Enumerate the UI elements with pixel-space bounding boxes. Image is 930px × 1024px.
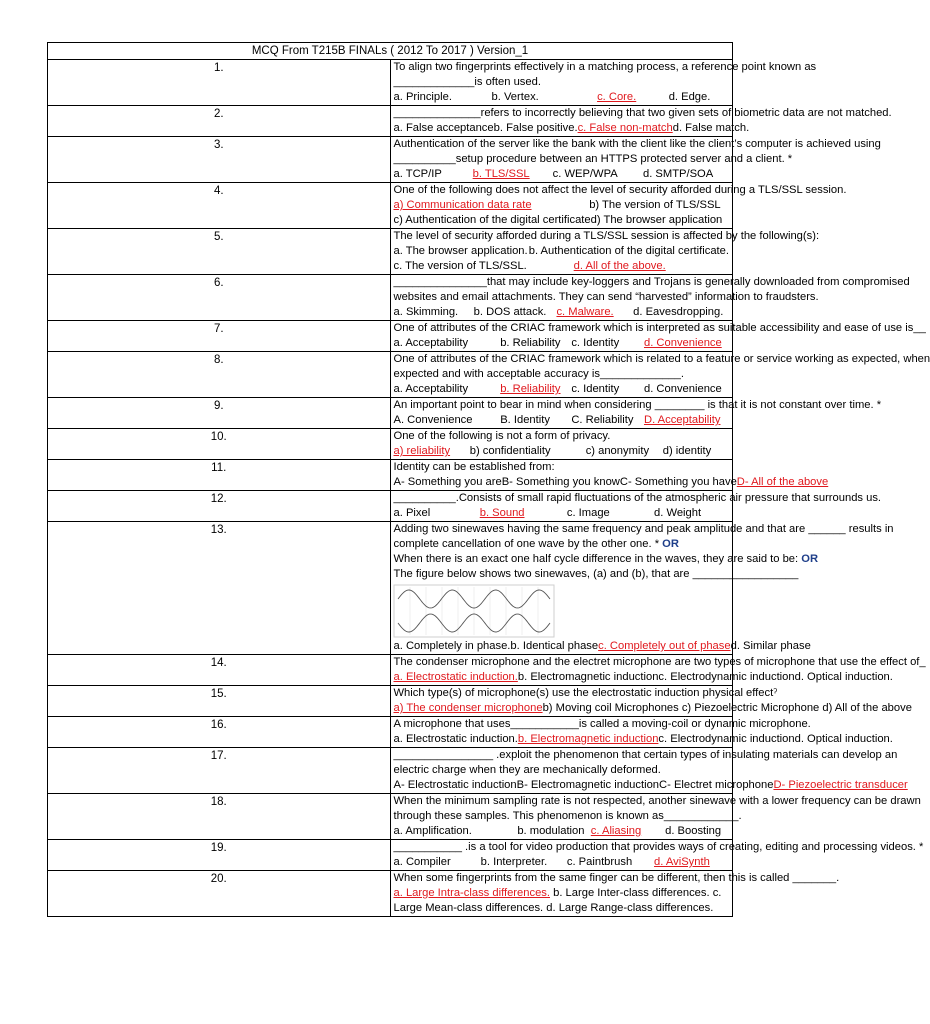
question-body <box>390 137 881 183</box>
question-row <box>48 717 733 748</box>
question-stem: through these samples. This phenomenon is known as____________. <box>393 810 742 822</box>
title-row <box>48 43 733 60</box>
question-stem: One of attributes of the CRIAC framework which is related to a feature or service working as expected, when <box>393 353 930 365</box>
options-row <box>394 167 730 182</box>
stem-text: Adding two sinewaves having the same frequency and peak amplitude and that are ______ results in <box>393 523 894 535</box>
or-label: OR <box>662 538 679 550</box>
question-stem: _______________that may include key-loggers and Trojans is generally downloaded from compromised <box>393 276 910 288</box>
question-stem: One of attributes of the CRIAC framework which is interpreted as suitable accessibility and ease of use is__ <box>393 322 926 334</box>
question-row <box>48 522 733 655</box>
options-row <box>394 259 730 274</box>
question-stem: When some fingerprints from the same finger can be different, then this is called _______. <box>393 872 840 884</box>
options-row <box>394 213 730 228</box>
options-row <box>394 336 730 351</box>
question-stem <box>394 537 730 552</box>
question-body <box>390 106 892 137</box>
question-row <box>48 748 733 794</box>
correct-option: D. Acceptability <box>643 414 721 426</box>
question-stem: Identity can be established from: <box>393 461 555 473</box>
question-number: 8. <box>48 352 391 398</box>
option: a. Electrostatic induction. <box>393 733 518 745</box>
question-stem: websites and email attachments. They can send “harvested” information to fraudsters. <box>393 291 819 303</box>
option: C- Something you have <box>619 476 737 488</box>
option: a. Principle. <box>393 91 452 103</box>
question-row <box>48 686 733 717</box>
option: d. False match. <box>672 122 750 134</box>
options-row <box>393 639 811 654</box>
option: b. False positive. <box>493 122 578 134</box>
question-stem: An important point to bear in mind when considering ________ is that it is not constant over time. * <box>393 399 882 411</box>
question-body <box>390 686 912 717</box>
question-body <box>390 429 733 460</box>
question-row <box>48 794 733 840</box>
option: b. Authentication of the digital certificate. <box>528 245 729 257</box>
options-row <box>394 855 730 870</box>
option: b) confidentiality <box>469 445 551 457</box>
option: a. Completely in phase. <box>393 640 511 652</box>
question-stem: __________.Consists of small rapid fluctuations of the atmospheric air pressure that surrounds us. <box>393 492 882 504</box>
question-row <box>48 321 733 352</box>
question-number: 13. <box>48 522 391 655</box>
options-row <box>393 475 829 490</box>
question-number: 5. <box>48 229 391 275</box>
option: d. Optical induction. <box>794 733 893 745</box>
question-row <box>48 460 733 491</box>
question-stem: _____________is often used. <box>393 76 541 88</box>
question-stem: ________________ .exploit the phenomenon that certain types of insulating materials can develop an <box>393 749 898 761</box>
question-number: 19. <box>48 840 391 871</box>
option: a. False acceptance <box>393 122 494 134</box>
option: b. modulation <box>517 825 585 837</box>
option: b. Vertex. <box>491 91 539 103</box>
option: a. Acceptability <box>393 383 469 395</box>
question-body <box>390 840 924 871</box>
correct-option: b. Electromagnetic induction <box>517 733 659 745</box>
correct-option: b. Reliability <box>500 383 561 395</box>
correct-option: a) Communication data rate <box>393 199 532 211</box>
correct-option: b. TLS/SSL <box>472 168 530 180</box>
question-row <box>48 352 733 398</box>
option: c. Electrodynamic induction <box>658 671 795 683</box>
option: c. The version of TLS/SSL. <box>393 260 527 272</box>
question-row <box>48 60 733 106</box>
question-body <box>390 460 829 491</box>
options-row <box>394 305 730 320</box>
option: a. Compiler <box>393 856 451 868</box>
options-row <box>394 824 730 839</box>
question-stem <box>393 522 894 537</box>
option: a. Acceptability <box>393 337 469 349</box>
question-body <box>390 717 893 748</box>
question-row <box>48 398 733 429</box>
option: d. Optical induction. <box>794 671 893 683</box>
option: c. WEP/WPA <box>552 168 618 180</box>
option: b. Large Inter-class differences. c. Large Mean-class differences. d. Large Range-class differences. <box>393 887 722 914</box>
correct-option: a) The condenser microphone <box>393 702 543 714</box>
question-row <box>48 275 733 321</box>
options-row <box>393 121 750 136</box>
option: d. Weight <box>654 507 702 519</box>
question-number: 4. <box>48 183 391 229</box>
question-row <box>48 137 733 183</box>
question-number: 1. <box>48 60 391 106</box>
or-label: OR <box>801 553 819 565</box>
options-row <box>394 413 730 428</box>
question-number: 20. <box>48 871 391 917</box>
question-number: 11. <box>48 460 391 491</box>
correct-option: c. Completely out of phase <box>598 640 731 652</box>
question-stem: One of the following is not a form of privacy. <box>393 430 611 442</box>
correct-option: d. Convenience <box>643 337 722 349</box>
correct-option: a) reliability <box>393 445 451 457</box>
question-row <box>48 491 733 522</box>
stem-text: complete cancellation of one wave by the other one. * <box>393 538 663 550</box>
correct-option: a. Electrostatic induction. <box>393 671 518 683</box>
option: b. Interpreter. <box>480 856 548 868</box>
option: c. Identity <box>571 337 620 349</box>
options-row <box>394 90 730 105</box>
option: c. Image <box>566 507 610 519</box>
question-row <box>48 840 733 871</box>
question-number: 10. <box>48 429 391 460</box>
question-row <box>48 429 733 460</box>
option: a. Amplification. <box>393 825 472 837</box>
question-number: 14. <box>48 655 391 686</box>
option: c. Electrodynamic induction <box>658 733 795 745</box>
question-number: 15. <box>48 686 391 717</box>
question-row <box>48 871 733 917</box>
question-row <box>48 229 733 275</box>
option: d. Convenience <box>643 383 722 395</box>
option: c) anonymity <box>585 445 650 457</box>
question-body <box>390 60 817 106</box>
options-row <box>394 244 730 259</box>
options-row <box>393 732 893 747</box>
options-row <box>394 506 730 521</box>
question-body <box>390 522 894 655</box>
stem-text: When there is an exact one half cycle difference in the waves, they are said to be: <box>393 553 802 565</box>
question-stem: ______________refers to incorrectly believing that two given sets of biometric data are not matched. <box>393 107 892 119</box>
question-number: 2. <box>48 106 391 137</box>
question-body <box>390 352 930 398</box>
question-number: 17. <box>48 748 391 794</box>
question-stem: ___________ .is a tool for video production that provides ways of creating, editing and processing videos. * <box>393 841 924 853</box>
option: B. Identity <box>500 414 550 426</box>
question-number: 7. <box>48 321 391 352</box>
question-body <box>390 183 847 229</box>
options-row <box>393 778 908 793</box>
question-stem: electric charge when they are mechanically deformed. <box>393 764 661 776</box>
option: d) identity <box>662 445 712 457</box>
option: d. Edge. <box>668 91 711 103</box>
option: b. Reliability <box>500 337 561 349</box>
question-body <box>390 398 882 429</box>
question-row <box>48 106 733 137</box>
question-body <box>390 655 926 686</box>
correct-option: d. AviSynth <box>654 856 710 868</box>
option: c. Paintbrush <box>566 856 633 868</box>
correct-option: c. Malware. <box>556 306 614 318</box>
correct-option: D- Piezoelectric transducer <box>773 779 908 791</box>
question-body <box>390 491 882 522</box>
option: d. Eavesdropping. <box>633 306 724 318</box>
question-number: 6. <box>48 275 391 321</box>
option: A- Something you are <box>393 476 502 488</box>
question-stem: expected and with acceptable accuracy is_____________. <box>393 368 684 380</box>
correct-option: a. Large Intra-class differences. <box>393 887 550 899</box>
question-number: 12. <box>48 491 391 522</box>
option: b. Electromagnetic induction <box>517 671 659 683</box>
correct-option: D- All of the above <box>736 476 829 488</box>
question-stem: Authentication of the server like the bank with the client like the client’s computer is achieved using <box>393 138 881 150</box>
options-inline <box>394 886 730 916</box>
question-number: 16. <box>48 717 391 748</box>
correct-option: d. All of the above. <box>573 260 666 272</box>
question-stem: To align two fingerprints effectively in a matching process, a reference point known as <box>393 61 817 73</box>
option: b) The version of TLS/SSL <box>589 199 721 211</box>
question-stem: The condenser microphone and the electret microphone are two types of microphone that use the effect of_ <box>393 656 926 668</box>
question-body <box>390 748 908 794</box>
option: B- Electromagnetic induction <box>516 779 660 791</box>
question-body <box>390 229 820 275</box>
options-row <box>393 670 893 685</box>
option: b. Identical phase <box>510 640 599 652</box>
option: C. Reliability <box>571 414 634 426</box>
sinewave-figure <box>394 585 554 637</box>
option: d. SMTP/SOA <box>642 168 714 180</box>
mcq-table <box>47 42 930 917</box>
question-stem: __________setup procedure between an HTTPS protected server and a client. * <box>393 153 793 165</box>
question-body <box>390 275 910 321</box>
question-stem: When the minimum sampling rate is not respected, another sinewave with a lower frequency can be drawn <box>393 795 921 807</box>
option: a. Skimming. <box>393 306 459 318</box>
document-title: MCQ From T215B FINALs ( 2012 To 2017 ) Version_1 <box>48 43 733 60</box>
option: c. Identity <box>571 383 620 395</box>
question-body <box>390 321 926 352</box>
option: d) The browser application <box>590 214 723 226</box>
option: c) Authentication of the digital certificate <box>393 214 591 226</box>
option: d. Boosting <box>665 825 722 837</box>
option: B- Something you know <box>501 476 620 488</box>
correct-option: c. Core. <box>597 91 637 103</box>
correct-option: c. False non-match <box>577 122 673 134</box>
option: b. DOS attack. <box>473 306 547 318</box>
question-stem: A microphone that uses___________is called a moving-coil or dynamic microphone. <box>393 718 811 730</box>
question-row <box>48 655 733 686</box>
question-stem <box>393 567 799 582</box>
question-stem: The level of security afforded during a TLS/SSL session is affected by the following(s): <box>393 230 820 242</box>
stem-text: The figure below shows two sinewaves, (a) and (b), that are _________________ <box>393 568 799 580</box>
question-body <box>390 871 840 917</box>
question-number: 9. <box>48 398 391 429</box>
option: b) Moving coil Microphones c) Piezoelectric Microphone d) All of the above <box>542 702 912 714</box>
question-stem: One of the following does not affect the level of security afforded during a TLS/SSL session. <box>393 184 847 196</box>
option: C- Electret microphone <box>659 779 774 791</box>
question-stem: Which type(s) of microphone(s) use the electrostatic induction physical effectˀ <box>393 687 778 699</box>
correct-option: b. Sound <box>479 507 525 519</box>
question-body <box>390 794 921 840</box>
options-row <box>394 444 730 459</box>
options-row <box>393 701 912 716</box>
options-row <box>394 382 730 397</box>
options-row <box>394 198 730 213</box>
question-row <box>48 183 733 229</box>
option: A- Electrostatic induction <box>393 779 517 791</box>
option: a. Pixel <box>393 507 431 519</box>
question-number: 18. <box>48 794 391 840</box>
option: a. TCP/IP <box>393 168 442 180</box>
question-stem <box>393 552 819 567</box>
option: d. Similar phase <box>730 640 811 652</box>
option: a. The browser application. <box>393 245 528 257</box>
question-number: 3. <box>48 137 391 183</box>
option: A. Convenience <box>393 414 473 426</box>
correct-option: c. Aliasing <box>590 825 642 837</box>
